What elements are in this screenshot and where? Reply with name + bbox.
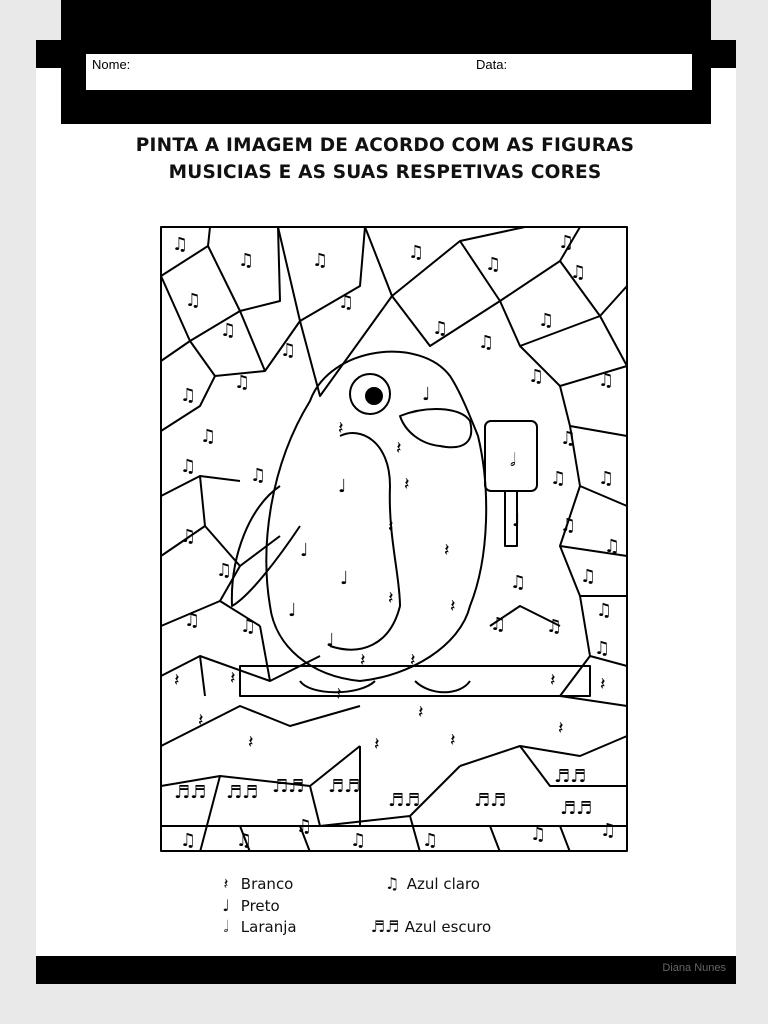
svg-text:♫: ♫	[240, 616, 257, 637]
svg-text:𝄽: 𝄽	[418, 702, 424, 723]
name-date-box[interactable]	[86, 54, 692, 90]
svg-text:♫: ♫	[180, 456, 197, 477]
svg-text:♫: ♫	[604, 536, 621, 557]
crotchet-icon: ♩	[222, 896, 230, 915]
svg-text:𝄽: 𝄽	[450, 596, 456, 617]
svg-text:♫: ♫	[530, 824, 547, 845]
header-band-left	[36, 40, 66, 68]
svg-text:♫: ♫	[408, 242, 425, 263]
svg-text:♬♬: ♬♬	[328, 776, 361, 797]
legend-item-azul-escuro	[370, 917, 491, 936]
svg-text:♩: ♩	[288, 600, 297, 621]
svg-text:𝄽: 𝄽	[230, 668, 236, 689]
svg-text:♫: ♫	[478, 332, 495, 353]
svg-text:♩: ♩	[326, 630, 335, 651]
svg-text:♫: ♫	[580, 566, 597, 587]
svg-text:♩: ♩	[300, 540, 309, 561]
semiquaver-rest-icon: 𝄽	[223, 874, 229, 893]
svg-text:𝄽: 𝄽	[248, 732, 254, 753]
svg-text:♫: ♫	[296, 816, 313, 837]
svg-text:♫: ♫	[596, 600, 613, 621]
svg-text:𝄽: 𝄽	[450, 730, 456, 751]
svg-text:𝅗𝅥: 𝅗𝅥	[510, 450, 516, 471]
svg-text:♫: ♫	[216, 560, 233, 581]
svg-text:𝄽: 𝄽	[404, 474, 410, 495]
svg-text:♬♬: ♬♬	[474, 790, 507, 811]
svg-text:♫: ♫	[558, 232, 575, 253]
date-label: Data:	[476, 57, 508, 72]
svg-text:♫: ♫	[510, 572, 527, 593]
svg-text:♫: ♫	[550, 468, 567, 489]
legend-label: Preto	[240, 897, 280, 915]
svg-text:𝄽: 𝄽	[374, 734, 380, 755]
svg-text:♫: ♫	[185, 290, 202, 311]
svg-text:♫: ♫	[485, 254, 502, 275]
svg-text:♫: ♫	[598, 468, 615, 489]
header-band-right	[706, 40, 736, 68]
svg-text:♫: ♫	[172, 234, 189, 255]
svg-text:♫: ♫	[312, 250, 329, 271]
svg-text:♫: ♫	[422, 830, 439, 851]
svg-text:♩: ♩	[338, 476, 347, 497]
svg-text:♫: ♫	[560, 515, 577, 536]
legend-item-preto	[216, 896, 280, 915]
legend-label: Laranja	[240, 918, 297, 936]
worksheet-title: PINTA A IMAGEM DE ACORDO COM AS FIGURAS MUSICIAS E AS SUAS RESPETIVAS CORES	[135, 135, 635, 183]
minim-icon: 𝅗𝅥	[223, 917, 229, 936]
svg-text:♩: ♩	[512, 510, 521, 531]
svg-text:♫: ♫	[184, 610, 201, 631]
svg-text:𝄽: 𝄽	[338, 418, 344, 439]
svg-text:♫: ♫	[280, 340, 297, 361]
svg-text:♩: ♩	[340, 568, 349, 589]
svg-text:♬♬: ♬♬	[174, 782, 207, 803]
svg-text:♫: ♫	[546, 616, 563, 637]
svg-text:♬♬: ♬♬	[560, 798, 593, 819]
svg-text:𝄽: 𝄽	[360, 650, 366, 671]
color-legend	[216, 872, 546, 942]
svg-text:♫: ♫	[180, 385, 197, 406]
quaver-pair-icon: ♫	[384, 874, 400, 893]
svg-text:♫: ♫	[338, 292, 355, 313]
svg-text:♫: ♫	[528, 366, 545, 387]
svg-text:𝄽: 𝄽	[388, 516, 394, 537]
svg-text:𝄽: 𝄽	[396, 438, 402, 459]
svg-text:♫: ♫	[238, 250, 255, 271]
svg-text:𝄽: 𝄽	[444, 540, 450, 561]
svg-text:♫: ♫	[200, 426, 217, 447]
svg-text:♬♬: ♬♬	[226, 782, 259, 803]
author-credit: Diana Nunes	[662, 962, 726, 974]
footer-band	[36, 956, 736, 984]
svg-text:𝄽: 𝄽	[388, 588, 394, 609]
legend-label: Azul claro	[406, 875, 480, 893]
legend-item-laranja	[216, 917, 297, 937]
svg-text:♫: ♫	[350, 830, 367, 851]
svg-text:𝄽: 𝄽	[550, 670, 556, 691]
svg-text:♬♬: ♬♬	[554, 766, 587, 787]
legend-item-branco	[216, 874, 293, 894]
svg-text:♫: ♫	[180, 526, 197, 547]
svg-text:𝄽: 𝄽	[336, 684, 342, 705]
svg-text:♬♬: ♬♬	[388, 790, 421, 811]
svg-text:♫: ♫	[570, 262, 587, 283]
svg-text:♫: ♫	[600, 820, 617, 841]
semiquaver-group-icon: ♬♬	[370, 917, 400, 936]
svg-text:𝄽: 𝄽	[600, 674, 606, 695]
svg-text:♫: ♫	[490, 614, 507, 635]
legend-label: Branco	[240, 875, 294, 893]
svg-text:♬♬: ♬♬	[272, 776, 305, 797]
svg-text:♫: ♫	[432, 318, 449, 339]
svg-text:♫: ♫	[598, 370, 615, 391]
svg-text:♫: ♫	[594, 638, 611, 659]
name-label: Nome:	[92, 57, 131, 72]
svg-text:𝄽: 𝄽	[174, 670, 180, 691]
svg-text:♫: ♫	[236, 830, 253, 851]
legend-label: Azul escuro	[404, 918, 492, 936]
svg-text:𝄽: 𝄽	[198, 710, 204, 731]
svg-text:♫: ♫	[220, 320, 237, 341]
svg-text:𝄽: 𝄽	[410, 650, 416, 671]
penguin-color-by-note-artwork	[160, 226, 628, 852]
svg-text:♫: ♫	[560, 428, 577, 449]
svg-text:♫: ♫	[180, 830, 197, 851]
svg-text:♫: ♫	[250, 465, 267, 486]
svg-text:𝄽: 𝄽	[558, 718, 564, 739]
svg-text:♩: ♩	[422, 384, 431, 405]
svg-text:♫: ♫	[234, 372, 251, 393]
legend-item-azul-claro	[382, 874, 480, 893]
svg-text:♫: ♫	[538, 310, 555, 331]
